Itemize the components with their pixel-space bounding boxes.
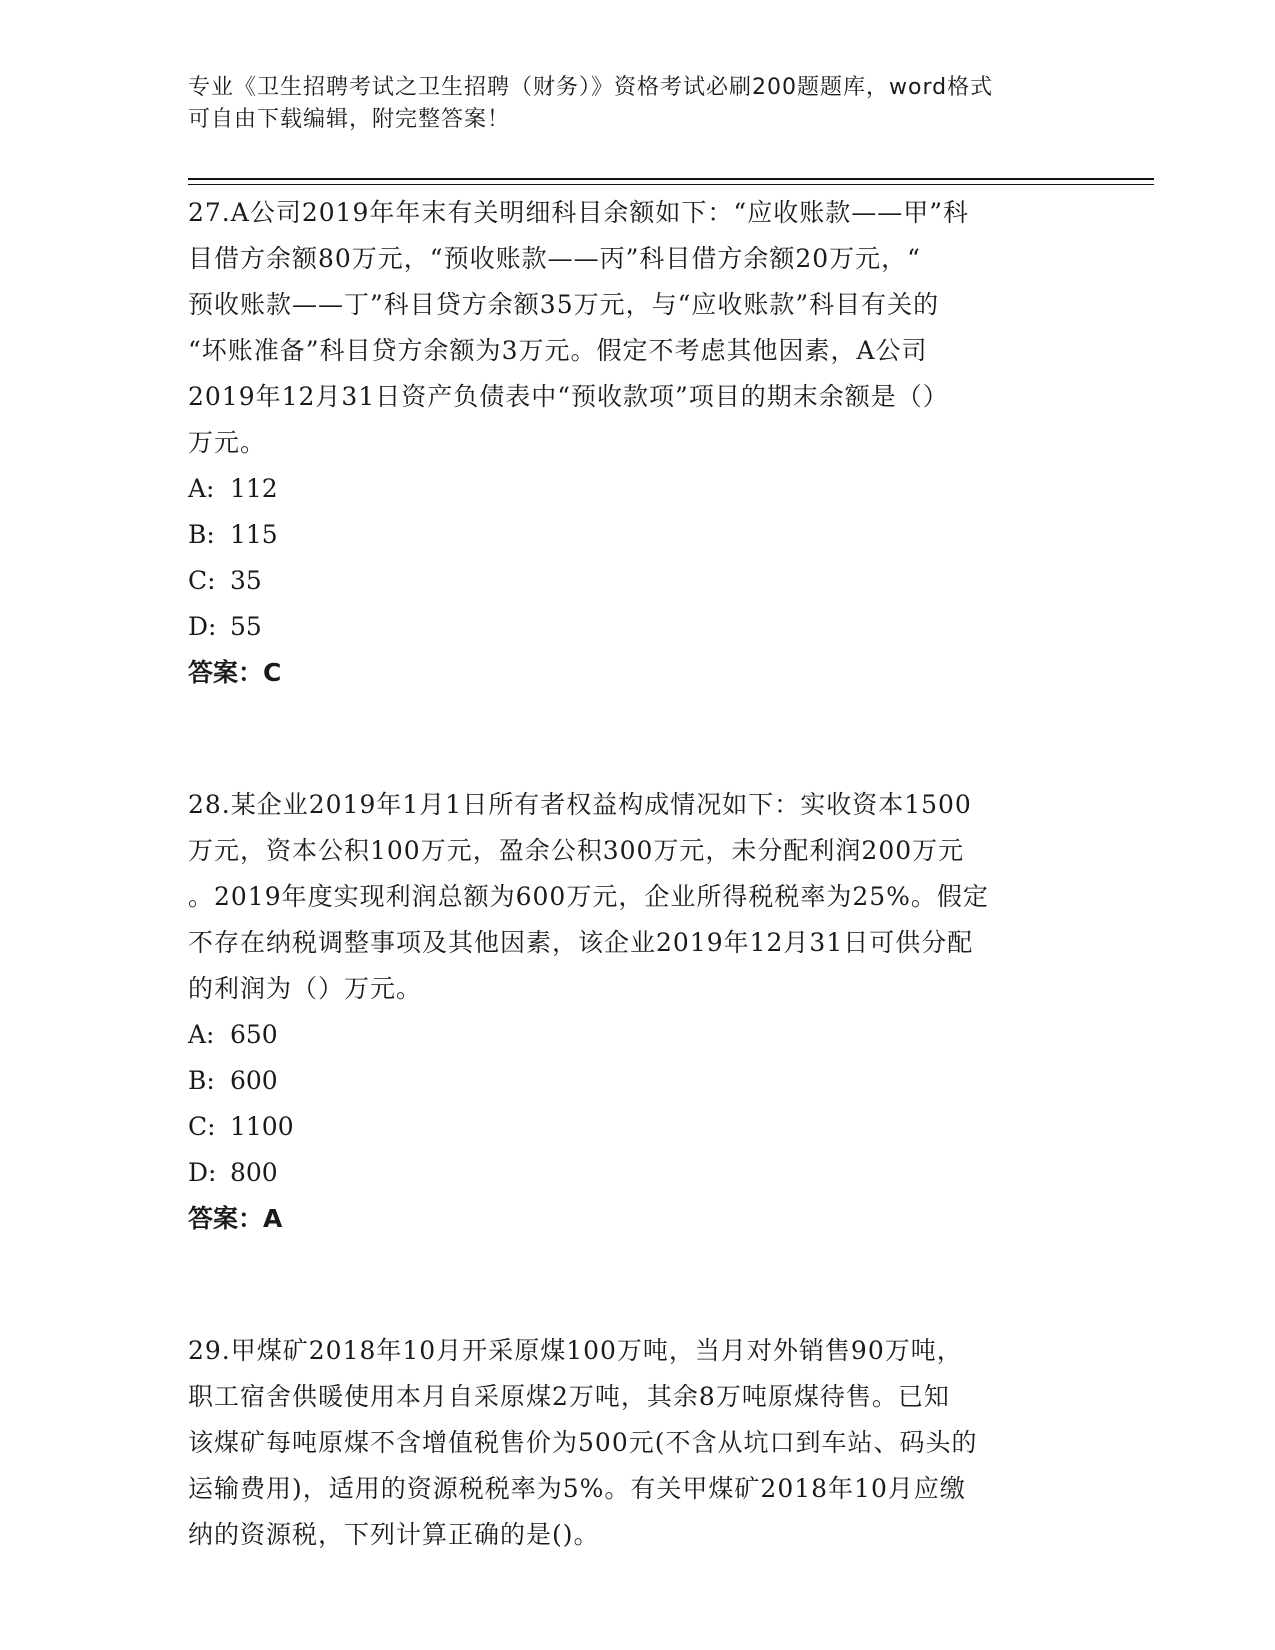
question-stem-line: 28.某企业2019年1月1日所有者权益构成情况如下：实收资本1500 [188,790,972,819]
option-b [188,1058,1088,1104]
option-text: 112 [230,474,278,503]
question-stem-line: 29.甲煤矿2018年10月开采原煤100万吨，当月对外销售90万吨， [188,1336,963,1365]
option-c [188,1104,1088,1150]
question-stem-line: 2019年12月31日资产负债表中“预收款项”项目的期末余额是（） [188,382,949,411]
option-text: 35 [230,566,262,595]
question-spacer [188,1242,1088,1328]
question-stem-line: 27.A公司2019年年末有关明细科目余额如下：“应收账款——甲”科 [188,198,969,227]
answer-line: 答案：C [188,658,282,687]
question-28 [188,782,1088,1242]
option-text: 800 [230,1158,278,1187]
option-label: A: [188,1020,215,1049]
question-stem-line: 的利润为（）万元。 [188,974,423,1003]
header-divider-thick [188,178,1154,180]
question-stem-line: “坏账准备”科目贷方余额为3万元。假定不考虑其他因素，A公司 [188,336,928,365]
option-text: 115 [230,520,278,549]
question-stem-line: 。2019年度实现利润总额为600万元，企业所得税税率为25%。假定 [188,882,989,911]
option-label: A: [188,474,215,503]
option-label: D: [188,1158,217,1187]
header-line-1: 专业《卫生招聘考试之卫生招聘（财务）》资格考试必刷200题题库，word格式 [188,75,994,100]
option-label: C: [188,566,216,595]
document-header [188,72,1078,136]
option-d [188,1150,1088,1196]
option-a [188,466,1088,512]
question-27 [188,190,1088,696]
header-line-2: 可自由下载编辑，附完整答案！ [188,107,511,132]
question-29 [188,1328,1088,1558]
question-stem-line: 该煤矿每吨原煤不含增值税售价为500元(不含从坑口到车站、码头的 [188,1428,978,1457]
question-stem-line: 运输费用)，适用的资源税税率为5%。有关甲煤矿2018年10月应缴 [188,1474,966,1503]
question-spacer [188,696,1088,782]
header-divider-thin [188,184,1154,185]
question-stem-line: 纳的资源税，下列计算正确的是()。 [188,1520,600,1549]
option-text: 55 [230,612,262,641]
option-label: B: [188,520,215,549]
option-label: D: [188,612,217,641]
question-stem-line: 职工宿舍供暖使用本月自采原煤2万吨，其余8万吨原煤待售。已知 [188,1382,950,1411]
option-text: 650 [230,1020,278,1049]
question-list [188,190,1088,1558]
question-stem-line: 万元，资本公积100万元，盈余公积300万元，未分配利润200万元 [188,836,965,865]
question-stem-line: 不存在纳税调整事项及其他因素，该企业2019年12月31日可供分配 [188,928,974,957]
question-stem-line: 万元。 [188,428,267,457]
question-stem-line: 预收账款——丁”科目贷方余额35万元，与“应收账款”科目有关的 [188,290,940,319]
option-b [188,512,1088,558]
answer-line: 答案：A [188,1204,283,1233]
option-c [188,558,1088,604]
option-a [188,1012,1088,1058]
option-text: 1100 [230,1112,294,1141]
option-label: B: [188,1066,215,1095]
option-d [188,604,1088,650]
option-label: C: [188,1112,216,1141]
option-text: 600 [230,1066,278,1095]
question-stem-line: 目借方余额80万元，“预收账款——丙”科目借方余额20万元，“ [188,244,921,273]
